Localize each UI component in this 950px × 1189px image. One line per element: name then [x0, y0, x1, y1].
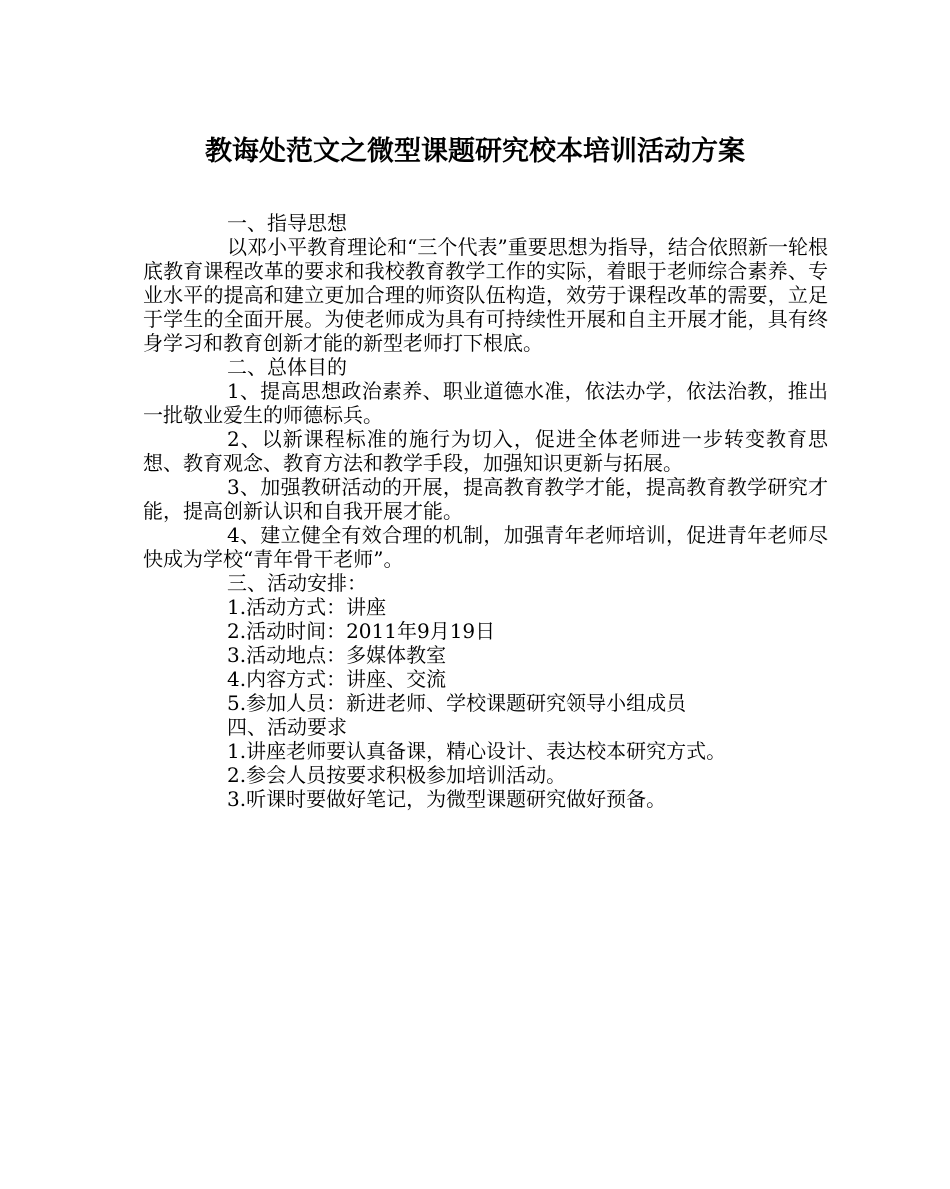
- requirement-item-3: 3.听课时要做好笔记，为微型课题研究做好预备。: [227, 787, 667, 811]
- goal-item-3: 3、加强教研活动的开展，提高教育教学才能，提高教育教学研究才能，提高创新认识和自我开展才能。: [143, 475, 828, 523]
- paragraph-guiding-ideology: 以邓小平教育理论和“三个代表”重要思想为指导，结合依照新一轮根底教育课程改革的要求和我校教育教学工作的实际，着眼于老师综合素养、专业水平的提高和建立更加合理的师资队伍构造，效劳于课程改革的需要，立足于学生的全面开展。为使老师成为具有可持续性开展和自主开展才能，具有终身学习和教育创新才能的新型老师打下根底。: [143, 235, 828, 355]
- goal-item-2: 2、以新课程标准的施行为切入，促进全体老师进一步转变教育思想、教育观念、教育方法和教学手段，加强知识更新与拓展。: [143, 427, 828, 475]
- section-heading-guiding-ideology: 一、指导思想: [227, 211, 347, 235]
- goal-item-4: 4、建立健全有效合理的机制，加强青年老师培训，促进青年老师尽快成为学校“青年骨干老师”。: [143, 523, 828, 571]
- requirement-item-2: 2.参会人员按要求积极参加培训活动。: [227, 763, 567, 787]
- arrangement-item-1: 1.活动方式：讲座: [227, 595, 387, 619]
- arrangement-item-3: 3.活动地点：多媒体教室: [227, 643, 447, 667]
- document-body: [143, 211, 828, 811]
- section-heading-overall-goals: 二、总体目的: [227, 355, 347, 379]
- arrangement-item-5: 5.参加人员：新进老师、学校课题研究领导小组成员: [227, 691, 687, 715]
- section-heading-activity-requirements: 四、活动要求: [227, 715, 347, 739]
- section-heading-activity-arrangement: 三、活动安排：: [227, 571, 367, 595]
- requirement-item-1: 1.讲座老师要认真备课，精心设计、表达校本研究方式。: [227, 739, 727, 763]
- arrangement-item-4: 4.内容方式：讲座、交流: [227, 667, 447, 691]
- goal-item-1: 1、提高思想政治素养、职业道德水准，依法办学，依法治教，推出一批敬业爱生的师德标兵。: [143, 379, 828, 427]
- document-title: 教诲处范文之微型课题研究校本培训活动方案: [205, 136, 745, 167]
- arrangement-item-2: 2.活动时间：2011年9月19日: [227, 619, 496, 643]
